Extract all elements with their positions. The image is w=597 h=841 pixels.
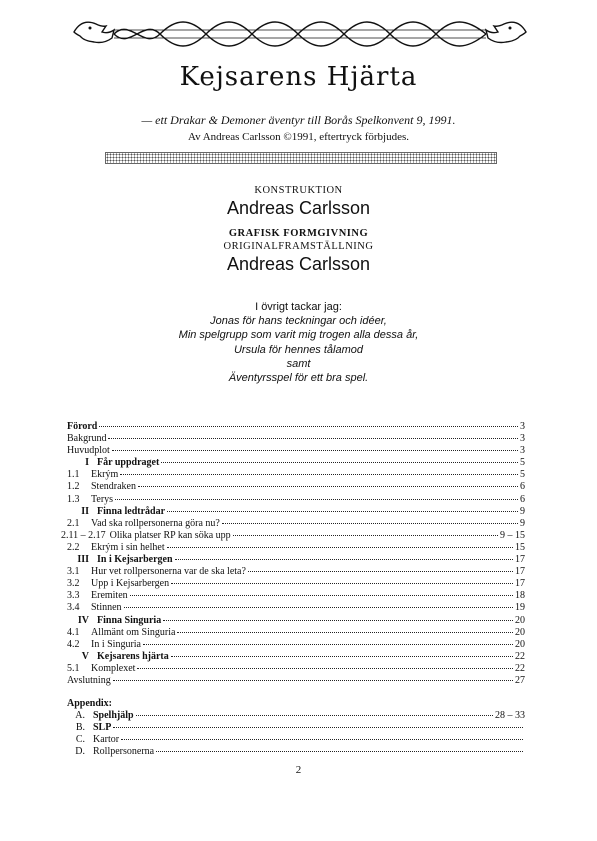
toc-entry-page: 5 bbox=[520, 457, 525, 469]
toc-entry-title: Allmänt om Singuria bbox=[91, 626, 176, 638]
toc-dot-leader bbox=[108, 438, 518, 439]
credits-block bbox=[0, 184, 597, 283]
toc-entry-number: 2.11 – 2.17 bbox=[61, 529, 106, 541]
acknowledgement-line: Äventyrsspel för ett bra spel. bbox=[228, 372, 369, 385]
toc-entry-page: 27 bbox=[515, 674, 525, 686]
toc-entry-page: 22 bbox=[515, 650, 525, 662]
toc-dot-leader bbox=[161, 462, 518, 463]
toc-entry-title: Eremiten bbox=[91, 590, 128, 602]
toc-entry bbox=[67, 578, 525, 590]
dotted-divider-bar bbox=[105, 152, 497, 164]
toc-entry bbox=[67, 542, 525, 554]
document-title: Kejsarens Hjärta bbox=[179, 62, 418, 92]
toc-dot-leader bbox=[156, 751, 523, 752]
toc-entry-number: D. bbox=[75, 746, 85, 758]
toc-entry-page: 20 bbox=[515, 626, 525, 638]
toc-entry-title: Finna ledtrådar bbox=[97, 505, 166, 517]
toc-entry-title: SLP bbox=[93, 722, 112, 734]
dragon-knot-ornament bbox=[70, 14, 530, 54]
toc-entry-page: 17 bbox=[515, 566, 525, 578]
toc-dot-leader bbox=[163, 620, 513, 621]
toc-entry bbox=[67, 639, 525, 651]
toc-entry-title: Kejsarens hjärta bbox=[97, 650, 169, 662]
toc-entry-title: Ekrým bbox=[91, 469, 119, 481]
toc-entry-number: 1.1 bbox=[67, 469, 80, 481]
toc-entry bbox=[67, 602, 525, 614]
toc-entry-number: A. bbox=[75, 710, 85, 721]
toc-entry-title: Huvudplot bbox=[67, 445, 110, 457]
toc-entry-number: III bbox=[77, 554, 89, 566]
appendix-heading: Appendix: bbox=[67, 698, 113, 709]
toc-entry-page: 3 bbox=[520, 433, 525, 445]
toc-entry-page: 3 bbox=[520, 421, 525, 432]
toc-entry-page: 9 bbox=[520, 517, 525, 529]
toc-entry-number: IV bbox=[77, 614, 89, 626]
toc-dot-leader bbox=[248, 571, 513, 572]
toc-entry bbox=[67, 506, 525, 518]
toc-entry-number: 3.1 bbox=[67, 566, 80, 578]
toc-dot-leader bbox=[167, 511, 518, 512]
toc-entry bbox=[67, 481, 525, 493]
toc-entry bbox=[67, 554, 525, 566]
toc-entry bbox=[67, 590, 525, 602]
toc-entry-number: II bbox=[81, 505, 89, 517]
toc-entry bbox=[67, 615, 525, 627]
toc-dot-leader bbox=[115, 499, 518, 500]
toc-entry-title: Rollpersonerna bbox=[93, 746, 155, 758]
toc-entry-page: 5 bbox=[520, 469, 525, 481]
toc-entry-number: 2.2 bbox=[67, 541, 80, 553]
acknowledgements bbox=[0, 300, 597, 385]
toc-dot-leader bbox=[177, 632, 513, 633]
toc-entry-page: 20 bbox=[515, 638, 525, 650]
toc-entry-number: 5.1 bbox=[67, 662, 80, 674]
toc-entry-page: 19 bbox=[515, 602, 525, 614]
toc-dot-leader bbox=[233, 535, 498, 536]
toc-entry-number: 2.1 bbox=[67, 517, 80, 529]
toc-entry-number: C. bbox=[75, 734, 85, 746]
toc-entry-page: 6 bbox=[520, 481, 525, 493]
toc-dot-leader bbox=[143, 644, 513, 645]
right-dragon-head-icon bbox=[486, 22, 526, 42]
acknowledgement-line: samt bbox=[286, 357, 311, 370]
toc-entry-number: 4.2 bbox=[67, 638, 80, 650]
toc-entry bbox=[67, 566, 525, 578]
toc-entry-page: 9 bbox=[520, 505, 525, 517]
toc-entry-number: 1.2 bbox=[67, 481, 80, 493]
toc-entry-number: 3.2 bbox=[67, 578, 80, 590]
toc-entry-title: Upp i Kejsarbergen bbox=[91, 578, 170, 590]
acknowledgements-heading: I övrigt tackar jag: bbox=[255, 301, 342, 313]
appendix-entry bbox=[67, 746, 525, 758]
toc-entry-number: 3.3 bbox=[67, 590, 80, 602]
toc-entry-page: 28 – 33 bbox=[495, 710, 525, 721]
toc-dot-leader bbox=[121, 739, 523, 740]
construction-label: KONSTRUKTION bbox=[254, 185, 343, 196]
construction-name: Andreas Carlsson bbox=[226, 198, 371, 218]
toc-dot-leader bbox=[120, 474, 518, 475]
acknowledgement-line: Ursula för hennes tålamod bbox=[233, 343, 363, 356]
toc-entry-title: Ekrým i sin helhet bbox=[91, 541, 165, 553]
toc-dot-leader bbox=[113, 680, 513, 681]
toc-entry-title: Olika platser RP kan söka upp bbox=[109, 529, 231, 541]
toc-entry bbox=[61, 529, 525, 542]
toc-entry-title: Vad ska rollpersonerna göra nu? bbox=[91, 517, 220, 529]
toc-entry-page: 15 bbox=[515, 541, 525, 553]
page-number: 2 bbox=[295, 764, 302, 776]
toc-dot-leader bbox=[167, 547, 513, 548]
toc-entry-title: Förord bbox=[67, 421, 98, 432]
toc-dot-leader bbox=[138, 486, 518, 487]
toc-entry-title: Stinnen bbox=[91, 602, 122, 614]
toc-dot-leader bbox=[175, 559, 513, 560]
toc-entry-number: 3.4 bbox=[67, 602, 80, 614]
toc-entry bbox=[67, 627, 525, 639]
toc-entry-title: Stendraken bbox=[91, 481, 136, 493]
toc-entry-page: 18 bbox=[515, 590, 525, 602]
toc-dot-leader bbox=[113, 727, 523, 728]
toc-dot-leader bbox=[124, 607, 513, 608]
toc-dot-leader bbox=[171, 583, 513, 584]
toc-entry-title: Kartor bbox=[93, 734, 120, 746]
toc-entry-number: 1.3 bbox=[67, 493, 80, 505]
toc-entry-title: Komplexet bbox=[91, 662, 136, 674]
toc-entry bbox=[67, 445, 525, 457]
toc-entry-page: 22 bbox=[515, 662, 525, 674]
toc-dot-leader bbox=[112, 450, 518, 451]
toc-dot-leader bbox=[136, 715, 493, 716]
toc-dot-leader bbox=[137, 668, 513, 669]
appendix-entry bbox=[67, 710, 525, 722]
toc-entry-title: In i Singuria bbox=[91, 638, 141, 650]
document-subtitle: — ett Drakar & Demoner äventyr till Borås Spelkonvent 9, 1991. bbox=[141, 113, 456, 127]
acknowledgement-line: Jonas för hans teckningar och idéer, bbox=[210, 315, 387, 327]
toc-entry-title: Avslutning bbox=[67, 674, 111, 686]
toc-dot-leader bbox=[222, 523, 518, 524]
toc-entry-number: 4.1 bbox=[67, 626, 80, 638]
graphic-design-name: Andreas Carlsson bbox=[226, 254, 371, 274]
toc-entry bbox=[67, 421, 525, 433]
toc-entry-title: Finna Singuria bbox=[97, 614, 162, 626]
toc-entry bbox=[67, 433, 525, 445]
toc-entry-title: Bakgrund bbox=[67, 433, 107, 445]
toc-entry bbox=[67, 469, 525, 481]
acknowledgement-line: Min spelgrupp som varit mig trogen alla dessa år, bbox=[178, 329, 419, 342]
left-dragon-head-icon bbox=[74, 22, 114, 42]
toc-dot-leader bbox=[171, 656, 513, 657]
toc-entry-title: Spelhjälp bbox=[93, 710, 134, 721]
toc-entry-page: 17 bbox=[515, 554, 525, 566]
toc-entry-title: Hur vet rollpersonerna var de ska leta? bbox=[91, 566, 246, 578]
toc-entry-title: Får uppdraget bbox=[97, 457, 160, 469]
toc-entry bbox=[67, 651, 525, 663]
toc-entry bbox=[67, 675, 525, 687]
toc-entry bbox=[67, 494, 525, 506]
table-of-contents bbox=[61, 421, 525, 687]
toc-entry-page: 20 bbox=[515, 614, 525, 626]
toc-dot-leader bbox=[99, 426, 518, 427]
toc-entry bbox=[67, 663, 525, 675]
graphic-design-label: GRAFISK FORMGIVNING bbox=[228, 228, 369, 239]
toc-entry-number: I bbox=[85, 457, 89, 469]
toc-entry-page: 6 bbox=[520, 493, 525, 505]
toc-entry-number: V bbox=[81, 650, 89, 662]
toc-entry-page: 9 – 15 bbox=[500, 529, 525, 541]
appendix-entry bbox=[67, 722, 525, 734]
toc-entry-number: B. bbox=[75, 722, 85, 734]
toc-entry-page: 17 bbox=[515, 578, 525, 590]
toc-entry-page: 3 bbox=[520, 445, 525, 457]
toc-entry-title: Terys bbox=[91, 493, 114, 505]
toc-entry bbox=[67, 457, 525, 469]
original-production-label: ORIGINALFRAMSTÄLLNING bbox=[223, 241, 374, 252]
toc-dot-leader bbox=[130, 595, 513, 596]
appendix-list bbox=[67, 698, 525, 758]
toc-entry-title: In i Kejsarbergen bbox=[97, 554, 173, 566]
toc-entry bbox=[67, 518, 525, 530]
appendix-entry bbox=[67, 734, 525, 746]
copyright-line: Av Andreas Carlsson ©1991, eftertryck förbjudes. bbox=[187, 131, 410, 143]
